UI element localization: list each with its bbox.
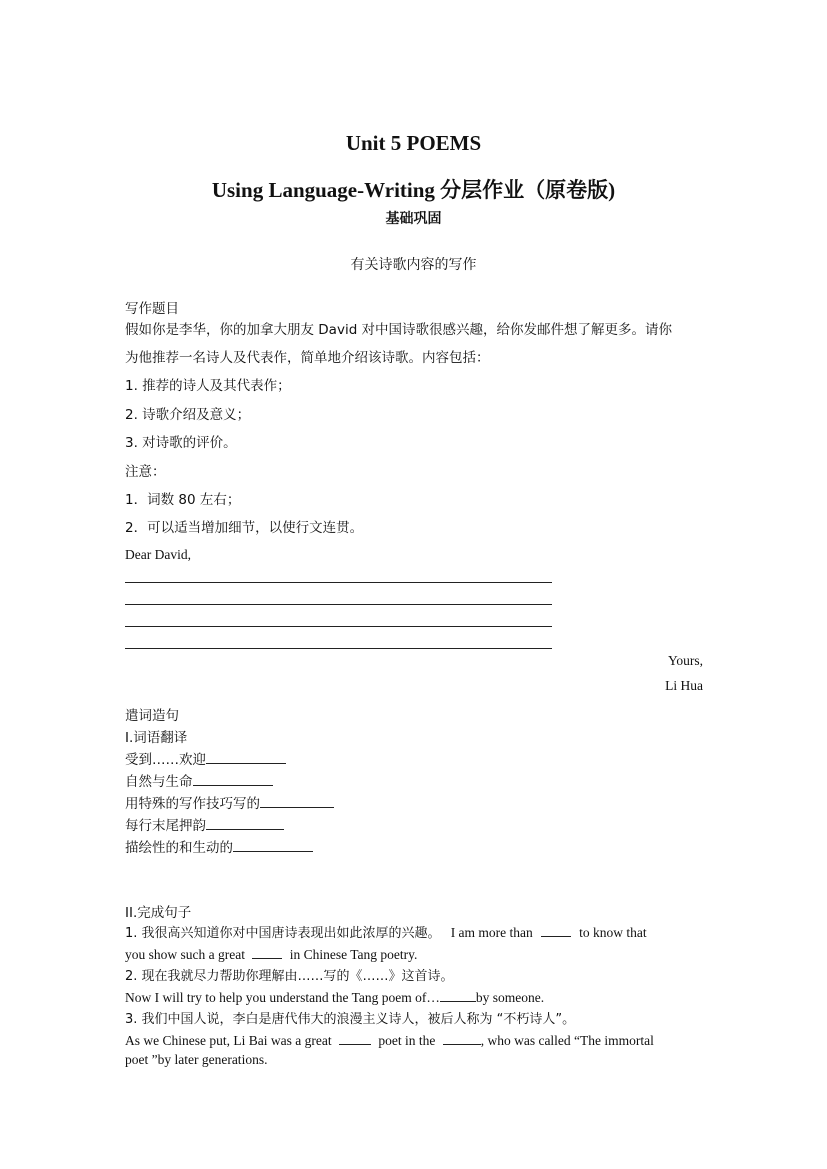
content-point-3: 3. 对诗歌的评价。: [125, 435, 237, 451]
answer-blank[interactable]: [339, 1030, 371, 1045]
letter-greeting: Dear David,: [125, 547, 191, 562]
sentence-1-en-part-d: in Chinese Tang poetry.: [289, 947, 418, 962]
answer-blank[interactable]: [443, 1030, 481, 1045]
answer-blank[interactable]: [260, 793, 334, 808]
answer-blank[interactable]: [252, 944, 282, 959]
notes-heading: 注意：: [125, 464, 166, 480]
translation-item-text: 受到……欢迎: [125, 752, 206, 768]
translation-item-1: [125, 748, 705, 768]
answer-blank[interactable]: [206, 749, 286, 764]
sentence-1-english: [125, 944, 705, 963]
sentence-1-cn-text: 1. 我很高兴知道你对中国唐诗表现出如此浓厚的兴趣。: [125, 926, 441, 941]
letter-signature: Li Hua: [665, 678, 703, 693]
translation-item-text: 每行末尾押韵: [125, 818, 206, 834]
translation-item-5: [125, 836, 705, 856]
sentence-1-en-part-c: you show such a great: [125, 947, 245, 962]
writing-line-4: [125, 648, 552, 649]
content-point-2: 2. 诗歌介绍及意义；: [125, 407, 251, 423]
translation-item-text: 用特殊的写作技巧写的: [125, 796, 260, 812]
writing-prompt-line-2: 为他推荐一名诗人及代表作，简单地介绍该诗歌。内容包括：: [125, 350, 490, 366]
topic-subtitle: 有关诗歌内容的写作: [350, 257, 477, 273]
translation-item-text: 描绘性的和生动的: [125, 840, 233, 856]
translation-item-text: 自然与生命: [125, 774, 193, 790]
content-point-1: 1. 推荐的诗人及其代表作；: [125, 378, 291, 394]
writing-line-2: [125, 604, 552, 605]
unit-title: Unit 5 POEMS: [345, 131, 482, 155]
sentence-3-english: [125, 1030, 705, 1049]
sentence-1-en-part-a: I am more than: [450, 925, 533, 940]
letter-closing: Yours,: [667, 653, 703, 668]
writing-line-3: [125, 626, 552, 627]
sentence-3-en-part-a: As we Chinese put, Li Bai was a great: [125, 1033, 332, 1048]
sentence-2-en-part-a: Now I will try to help you understand the Tang poem of…: [125, 990, 440, 1005]
sentence-3-en-part-b: poet in the: [378, 1033, 436, 1048]
lesson-title: Using Language-Writing 分层作业（原卷版): [211, 178, 616, 202]
answer-blank[interactable]: [440, 987, 476, 1002]
level-heading: 基础巩固: [385, 211, 442, 227]
translation-item-3: [125, 792, 705, 812]
sentence-1-chinese: [125, 922, 705, 941]
sentence-2-chinese: 2. 现在我就尽力帮助你理解由……写的《……》这首诗。: [125, 969, 454, 984]
sentence-1-en-part-b: to know that: [579, 925, 647, 940]
translation-item-4: [125, 814, 705, 834]
sentence-3-english-cont: poet ”by later generations.: [125, 1052, 268, 1067]
sentence-3-en-part-c: , who was called “The immortal: [480, 1033, 654, 1048]
sentence-3-chinese: 3. 我们中国人说，李白是唐代伟大的浪漫主义诗人，被后人称为 “不朽诗人”。: [125, 1012, 576, 1027]
note-2: 2．可以适当增加细节，以使行文连贯。: [125, 520, 364, 536]
answer-blank[interactable]: [206, 815, 284, 830]
answer-blank[interactable]: [541, 922, 571, 937]
sentence-2-english: [125, 987, 705, 1006]
writing-task-heading: 写作题目: [125, 301, 179, 317]
writing-line-1: [125, 582, 552, 583]
sentence-2-en-part-b: by someone.: [475, 990, 545, 1005]
sentences-heading: II.完成句子: [125, 905, 192, 921]
note-1: 1．词数 80 左右；: [125, 492, 241, 508]
writing-prompt-line-1: 假如你是李华，你的加拿大朋友 David 对中国诗歌很感兴趣，给你发邮件想了解更多。请你: [125, 322, 673, 338]
answer-blank[interactable]: [233, 837, 313, 852]
vocabulary-heading: 遣词造句: [125, 708, 179, 724]
answer-blank[interactable]: [193, 771, 273, 786]
translation-heading: I.词语翻译: [125, 730, 188, 746]
translation-item-2: [125, 770, 705, 790]
